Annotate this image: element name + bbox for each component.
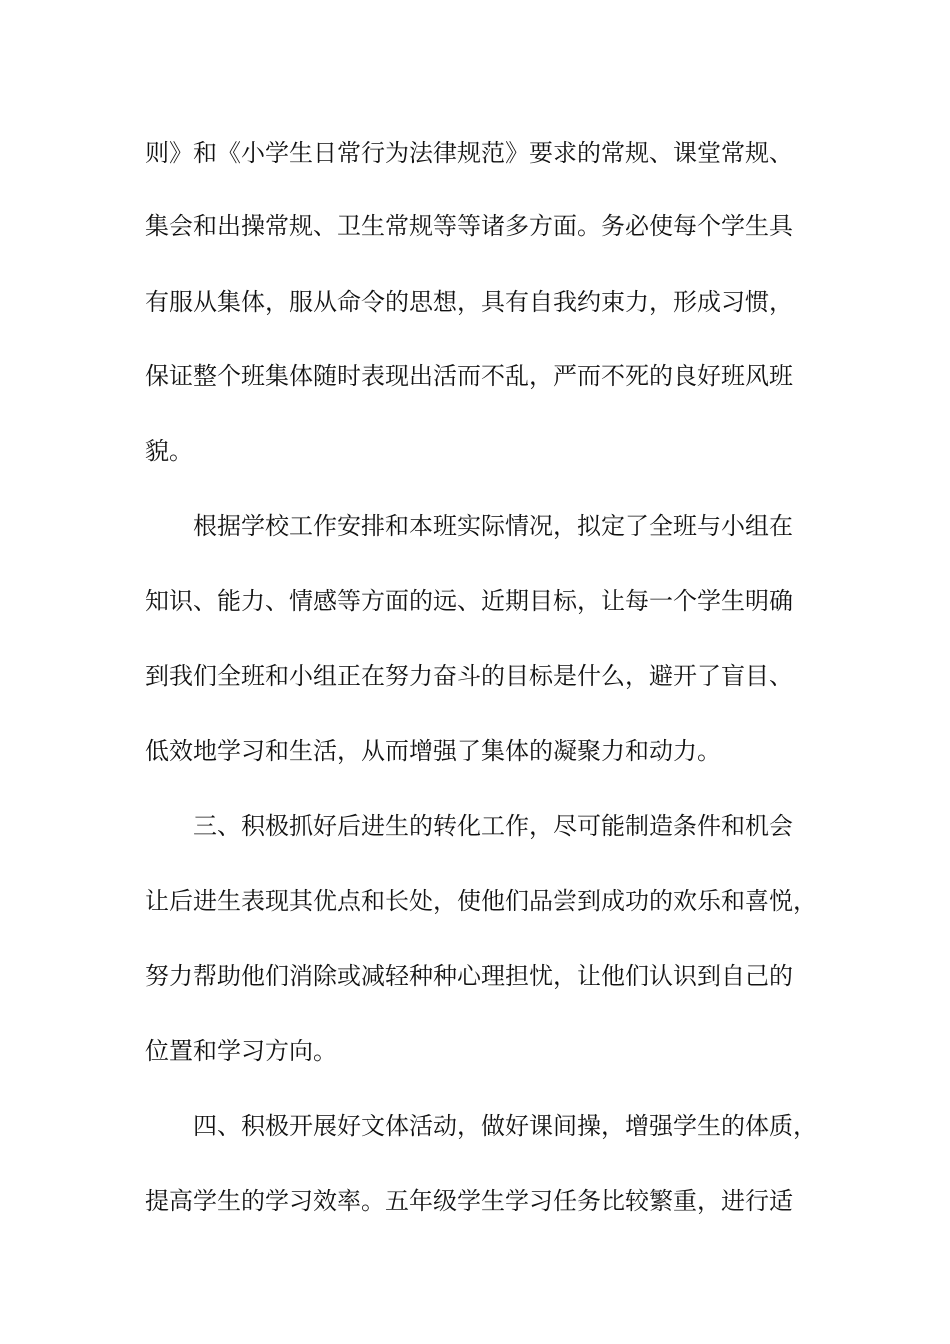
text-line: 努力帮助他们消除或减轻种种心理担忧，让他们认识到自己的 xyxy=(145,962,793,990)
paragraph-start-line: 根据学校工作安排和本班实际情况，拟定了全班与小组在 xyxy=(193,512,793,540)
text-line: 则》和《小学生日常行为法律规范》要求的常规、课堂常规、 xyxy=(145,139,793,167)
text-line: 貌。 xyxy=(145,437,193,465)
paragraph-start-line: 三、积极抓好后进生的转化工作，尽可能制造条件和机会 xyxy=(193,812,793,840)
text-line: 知识、能力、情感等方面的远、近期目标，让每一个学生明确 xyxy=(145,587,793,615)
text-line: 位置和学习方向。 xyxy=(145,1037,337,1065)
text-line: 有服从集体，服从命令的思想，具有自我约束力，形成习惯， xyxy=(145,288,793,316)
text-line: 集会和出操常规、卫生常规等等诸多方面。务必使每个学生具 xyxy=(145,212,793,240)
text-line: 让后进生表现其优点和长处，使他们品尝到成功的欢乐和喜悦， xyxy=(145,887,817,915)
text-line: 到我们全班和小组正在努力奋斗的目标是什么，避开了盲目、 xyxy=(145,662,793,690)
text-line: 提高学生的学习效率。五年级学生学习任务比较繁重，进行适 xyxy=(145,1187,793,1215)
text-line: 低效地学习和生活，从而增强了集体的凝聚力和动力。 xyxy=(145,737,721,765)
text-line: 保证整个班集体随时表现出活而不乱，严而不死的良好班风班 xyxy=(145,362,793,390)
paragraph-start-line: 四、积极开展好文体活动，做好课间操，增强学生的体质， xyxy=(193,1112,817,1140)
